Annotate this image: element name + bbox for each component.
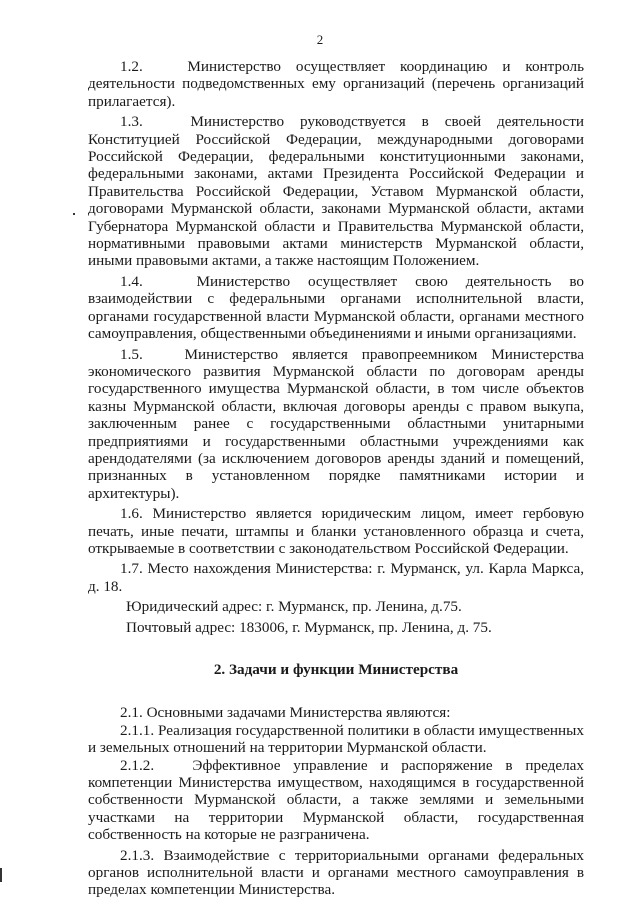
postal-address: Почтовый адрес: 183006, г. Мурманск, пр. Ленина, д. 75. <box>126 618 492 636</box>
scan-mark-dot <box>73 213 75 215</box>
scan-mark-edge <box>0 868 2 882</box>
paragraph-2-1: 2.1. Основными задачами Министерства являются: <box>120 704 451 722</box>
paragraph-1-4: 1.4. Министерство осуществляет свою деятельность во взаимодействии с федеральными органами исполнительной власти, органами государственной власти Мурманской области, органами местного самоуправления, общественными объединениями и иными организациями. <box>88 272 584 343</box>
page-number: 2 <box>316 32 324 47</box>
document-body <box>88 58 584 899</box>
paragraph-1-5: 1.5. Министерство является правопреемником Министерства экономического развития Мурманской области по договорам аренды государственного имущества Мурманской области, в том числе объектов казны Мурманской области, включая договоры аренды с правом выкупа, заключенным ранее с государственными областными унитарными предприятиями и государственными областными учреждениями как арендодателями (за исключением договоров аренды зданий и помещений, признанных в установленном порядке памятниками истории и архитектуры). <box>88 345 584 502</box>
paragraph-2-1-3: 2.1.3. Взаимодействие с территориальными органами федеральных органов исполнительной власти и органами местного самоуправления в пределах компетенции Министерства. <box>88 846 584 899</box>
paragraph-1-7: 1.7. Место нахождения Министерства: г. Мурманск, ул. Карла Маркса, д. 18. <box>88 560 584 595</box>
legal-address: Юридический адрес: г. Мурманск, пр. Ленина, д.75. <box>126 598 462 616</box>
section-heading: 2. Задачи и функции Министерства <box>213 661 459 678</box>
paragraph-2-1-1: 2.1.1. Реализация государственной политики в области имущественных и земельных отношений на территории Мурманской области. <box>88 721 584 757</box>
paragraph-2-1-2: 2.1.2. Эффективное управление и распоряжение в пределах компетенции Министерства имуществом, находящимся в государственной собственности Мурманской области, а также землями и земельными участками на территории Мурманской области, государственная собственность на которые не разграничена. <box>88 756 584 844</box>
paragraph-1-2: 1.2. Министерство осуществляет координацию и контроль деятельности подведомственных ему организаций (перечень организаций прилагается). <box>88 58 584 110</box>
paragraph-1-6: 1.6. Министерство является юридическим лицом, имеет гербовую печать, иные печати, штампы и бланки установленного образца и счета, открываемые в соответствии с законодательством Российской Федерации. <box>88 505 584 557</box>
paragraph-1-3: 1.3. Министерство руководствуется в своей деятельности Конституцией Российской Федерации, международными договорами Российской Федерации, федеральными конституционными законами, федеральными законами, актами Президента Российской Федерации и Правительства Российской Федерации, Уставом Мурманской области, договорами Мурманской области, законами Мурманской области, актами Губернатора Мурманской области и Правительства Мурманской области, нормативными правовыми актами министерств Мурманской области, иными правовыми актами, а также настоящим Положением. <box>88 113 584 270</box>
